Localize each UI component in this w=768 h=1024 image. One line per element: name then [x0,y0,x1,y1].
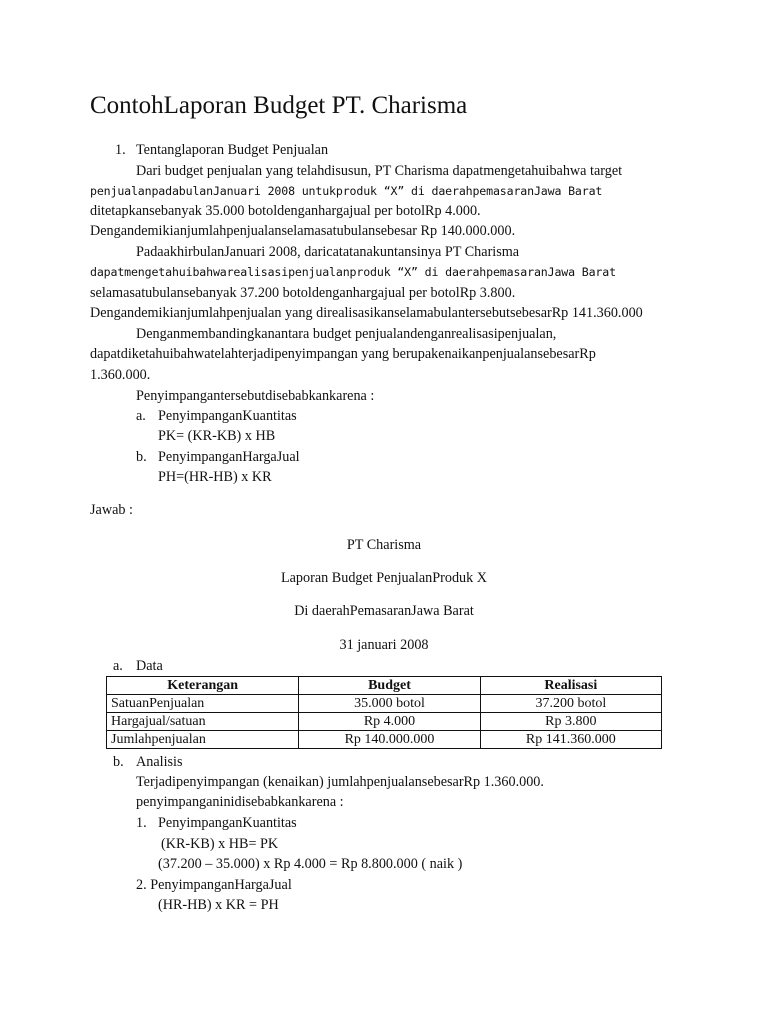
table-cell: SatuanPenjualan [107,695,299,713]
paragraph-line: dapatdiketahuibahwatelahterjadipenyimpangan yang berupakenaikanpenjualansebesarRp [90,346,596,362]
table-cell: 35.000 botol [299,695,480,713]
list-marker: b. [113,754,124,770]
list-marker: a. [113,658,123,674]
table-cell: Hargajual/satuan [107,713,299,731]
report-region: Di daerahPemasaranJawa Barat [294,603,474,619]
data-label: Data [136,658,163,674]
paragraph-line: dapatmengetahuibahwarealisasipenjualanproduk “X” di daerahpemasaranJawa Barat [90,265,616,279]
table-cell: Rp 4.000 [299,713,480,731]
item2-label: 2. PenyimpanganHargaJual [136,877,292,893]
cause-b-formula: PH=(HR-HB) x KR [158,469,272,485]
paragraph-line: selamasatubulansebanyak 37.200 botoldenganhargajual per botolRp 3.800. [90,285,516,301]
paragraph-line: 1.360.000. [90,367,151,383]
report-date: 31 januari 2008 [339,637,429,653]
report-company: PT Charisma [346,537,422,553]
table-header: Budget [299,677,480,695]
section-number: 1. [115,142,126,158]
item2-formula: (HR-HB) x KR = PH [158,897,279,913]
document-title: ContohLaporan Budget PT. Charisma [90,92,468,119]
item1-formula: (KR-KB) x HB= PK [161,836,279,852]
report-title: Laporan Budget PenjualanProduk X [280,570,488,586]
item1-calculation: (37.200 – 35.000) x Rp 4.000 = Rp 8.800.000 ( naik ) [158,856,463,872]
table-row [107,695,662,713]
table-header: Keterangan [107,677,299,695]
paragraph-line: penjualanpadabulanJanuari 2008 untukproduk “X” di daerahpemasaranJawa Barat [90,184,603,198]
list-marker: b. [136,449,147,465]
list-marker: a. [136,408,146,424]
cause-intro: Penyimpangantersebutdisebabkankarena : [136,388,375,404]
paragraph-line: Denganmembandingkanantara budget penjualandenganrealisasipenjualan, [136,326,557,342]
table-cell: Rp 140.000.000 [299,731,480,749]
table-row [107,731,662,749]
paragraph-line: PadaakhirbulanJanuari 2008, daricatatanakuntansinya PT Charisma [136,244,520,260]
table-cell: Jumlahpenjualan [107,731,299,749]
answer-label: Jawab : [90,502,133,518]
cause-a-formula: PK= (KR-KB) x HB [158,428,276,444]
list-marker: 1. [136,815,147,831]
table-row [107,713,662,731]
cause-a-label: PenyimpanganKuantitas [158,408,297,424]
analysis-line: Terjadipenyimpangan (kenaikan) jumlahpenjualansebesarRp 1.360.000. [136,774,544,790]
paragraph-line: ditetapkansebanyak 35.000 botoldenganhargajual per botolRp 4.000. [90,203,481,219]
analysis-line: penyimpanganinidisebabkankarena : [136,794,344,810]
section-heading: Tentanglaporan Budget Penjualan [136,142,329,158]
table-cell: Rp 3.800 [480,713,661,731]
item1-label: PenyimpanganKuantitas [158,815,297,831]
paragraph-line: Dari budget penjualan yang telahdisusun, PT Charisma dapatmengetahuibahwa target [136,163,623,179]
paragraph-line: Dengandemikianjumlahpenjualan yang direalisasikanselamabulantersebutsebesarRp 141.360.000 [90,305,643,321]
analysis-label: Analisis [136,754,183,770]
table-header: Realisasi [480,677,661,695]
cause-b-label: PenyimpanganHargaJual [158,449,300,465]
paragraph-line: Dengandemikianjumlahpenjualanselamasatubulansebesar Rp 140.000.000. [90,223,516,239]
table-cell: 37.200 botol [480,695,661,713]
budget-table [106,676,662,749]
table-cell: Rp 141.360.000 [480,731,661,749]
table-header-row [107,677,662,695]
